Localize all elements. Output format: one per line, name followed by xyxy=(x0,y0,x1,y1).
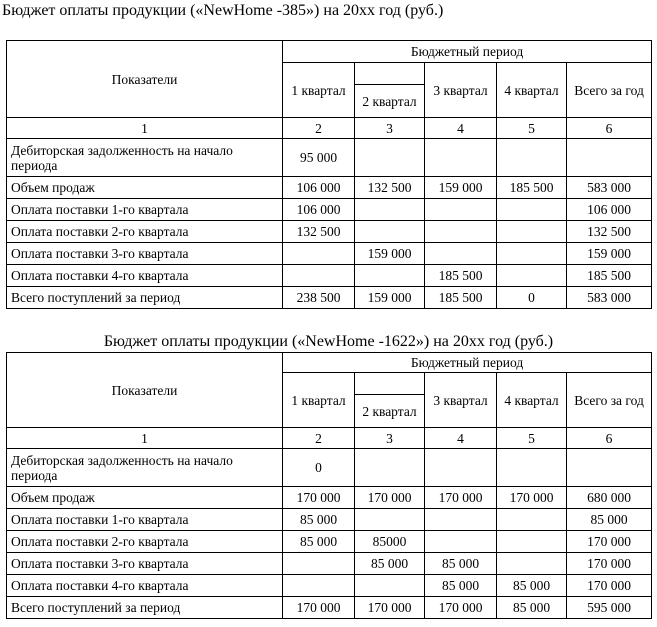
cell-q4 xyxy=(497,243,567,265)
cell-q2 xyxy=(355,199,425,221)
cell-q3: 170 000 xyxy=(425,487,497,509)
table-row xyxy=(7,199,652,221)
cell-total: 170 000 xyxy=(567,531,652,553)
table1-title: Бюджет оплаты продукции («NewHome -385») на 20хх год (руб.) xyxy=(2,2,444,19)
cell-q1 xyxy=(283,243,355,265)
cell-total: 185 500 xyxy=(567,265,652,287)
cell-total xyxy=(567,139,652,177)
cell-q1 xyxy=(283,575,355,597)
table-row xyxy=(7,575,652,597)
header-indicators: Показатели xyxy=(7,41,283,118)
cell-q1: 95 000 xyxy=(283,139,355,177)
cell-q4 xyxy=(497,139,567,177)
cell-q2 xyxy=(355,449,425,487)
cell-total: 85 000 xyxy=(567,509,652,531)
col-number: 6 xyxy=(567,428,652,449)
cell-total: 583 000 xyxy=(567,177,652,199)
cell-q1 xyxy=(283,265,355,287)
cell-total: 132 500 xyxy=(567,221,652,243)
budget-table-1 xyxy=(6,40,652,309)
cell-q2 xyxy=(355,221,425,243)
row-label: Дебиторская задолженность на начало периода xyxy=(7,139,283,177)
cell-q2 xyxy=(355,509,425,531)
cell-q4: 0 xyxy=(497,287,567,309)
row-label: Оплата поставки 4-го квартала xyxy=(7,575,283,597)
cell-q4: 170 000 xyxy=(497,487,567,509)
header-total: Всего за год xyxy=(567,63,652,118)
table-row xyxy=(7,487,652,509)
col-number: 5 xyxy=(497,118,567,139)
header-q2: 2 квартал xyxy=(355,395,425,428)
col-number: 4 xyxy=(425,428,497,449)
header-q4: 4 квартал xyxy=(497,63,567,118)
cell-q2 xyxy=(355,575,425,597)
col-number: 1 xyxy=(7,118,283,139)
row-label: Оплата поставки 4-го квартала xyxy=(7,265,283,287)
table2-title: Бюджет оплаты продукции («NewHome -1622») на 20хх год (руб.) xyxy=(103,333,554,350)
col-number: 6 xyxy=(567,118,652,139)
cell-q4: 85 000 xyxy=(497,597,567,619)
row-label: Оплата поставки 1-го квартала xyxy=(7,199,283,221)
col-number: 5 xyxy=(497,428,567,449)
header-total: Всего за год xyxy=(567,373,652,428)
cell-q2: 159 000 xyxy=(355,287,425,309)
cell-total: 170 000 xyxy=(567,553,652,575)
row-label: Дебиторская задолженность на начало периода xyxy=(7,449,283,487)
cell-q3: 170 000 xyxy=(425,597,497,619)
cell-q2: 170 000 xyxy=(355,597,425,619)
header-indicators: Показатели xyxy=(7,353,283,428)
cell-q3 xyxy=(425,199,497,221)
col-number: 3 xyxy=(355,428,425,449)
cell-q1: 132 500 xyxy=(283,221,355,243)
cell-total: 583 000 xyxy=(567,287,652,309)
cell-q3: 185 500 xyxy=(425,265,497,287)
cell-q1: 85 000 xyxy=(283,531,355,553)
table-row xyxy=(7,221,652,243)
cell-total: 159 000 xyxy=(567,243,652,265)
cell-total: 680 000 xyxy=(567,487,652,509)
row-label: Объем продаж xyxy=(7,177,283,199)
cell-q2 xyxy=(355,139,425,177)
cell-total: 170 000 xyxy=(567,575,652,597)
cell-q1: 106 000 xyxy=(283,199,355,221)
cell-q1: 238 500 xyxy=(283,287,355,309)
header-q1: 1 квартал xyxy=(283,373,355,428)
cell-q1: 0 xyxy=(283,449,355,487)
budget-table-2 xyxy=(6,352,652,619)
cell-q3: 159 000 xyxy=(425,177,497,199)
cell-q2: 170 000 xyxy=(355,487,425,509)
header-q2: 2 квартал xyxy=(355,85,425,118)
row-label: Оплата поставки 2-го квартала xyxy=(7,531,283,553)
cell-q3 xyxy=(425,449,497,487)
row-label: Оплата поставки 3-го квартала xyxy=(7,243,283,265)
cell-q2 xyxy=(355,265,425,287)
col-number: 2 xyxy=(283,428,355,449)
cell-q4 xyxy=(497,509,567,531)
header-budget-period: Бюджетный период xyxy=(283,41,652,63)
col-number: 4 xyxy=(425,118,497,139)
row-label: Оплата поставки 1-го квартала xyxy=(7,509,283,531)
cell-q1: 170 000 xyxy=(283,597,355,619)
cell-total xyxy=(567,449,652,487)
table-row xyxy=(7,531,652,553)
cell-q2: 132 500 xyxy=(355,177,425,199)
row-label: Всего поступлений за период xyxy=(7,597,283,619)
cell-q4: 185 500 xyxy=(497,177,567,199)
cell-q4: 85 000 xyxy=(497,575,567,597)
cell-q3: 185 500 xyxy=(425,287,497,309)
row-label: Оплата поставки 2-го квартала xyxy=(7,221,283,243)
table-row xyxy=(7,287,652,309)
col-number: 3 xyxy=(355,118,425,139)
cell-q3 xyxy=(425,509,497,531)
header-q3: 3 квартал xyxy=(425,373,497,428)
col-number: 2 xyxy=(283,118,355,139)
cell-q4 xyxy=(497,531,567,553)
row-label: Всего поступлений за период xyxy=(7,287,283,309)
table-row xyxy=(7,449,652,487)
row-label: Объем продаж xyxy=(7,487,283,509)
table-row xyxy=(7,553,652,575)
table-row xyxy=(7,139,652,177)
header-q4: 4 квартал xyxy=(497,373,567,428)
cell-q1: 170 000 xyxy=(283,487,355,509)
cell-q1: 85 000 xyxy=(283,509,355,531)
cell-q4 xyxy=(497,265,567,287)
header-q1: 1 квартал xyxy=(283,63,355,118)
cell-q3: 85 000 xyxy=(425,553,497,575)
cell-q4 xyxy=(497,221,567,243)
table-row xyxy=(7,243,652,265)
cell-q1: 106 000 xyxy=(283,177,355,199)
table-row xyxy=(7,177,652,199)
cell-q1 xyxy=(283,553,355,575)
row-label: Оплата поставки 3-го квартала xyxy=(7,553,283,575)
cell-q2: 85000 xyxy=(355,531,425,553)
cell-q3 xyxy=(425,139,497,177)
cell-q3 xyxy=(425,221,497,243)
cell-q4 xyxy=(497,553,567,575)
cell-q4 xyxy=(497,199,567,221)
cell-total: 106 000 xyxy=(567,199,652,221)
table-row xyxy=(7,265,652,287)
cell-q3 xyxy=(425,531,497,553)
cell-q2: 85 000 xyxy=(355,553,425,575)
cell-q3 xyxy=(425,243,497,265)
col-number: 1 xyxy=(7,428,283,449)
table-row xyxy=(7,597,652,619)
cell-q2: 159 000 xyxy=(355,243,425,265)
header-q3: 3 квартал xyxy=(425,63,497,118)
cell-q3: 85 000 xyxy=(425,575,497,597)
header-budget-period: Бюджетный период xyxy=(283,353,652,373)
table-row xyxy=(7,509,652,531)
cell-total: 595 000 xyxy=(567,597,652,619)
cell-q4 xyxy=(497,449,567,487)
